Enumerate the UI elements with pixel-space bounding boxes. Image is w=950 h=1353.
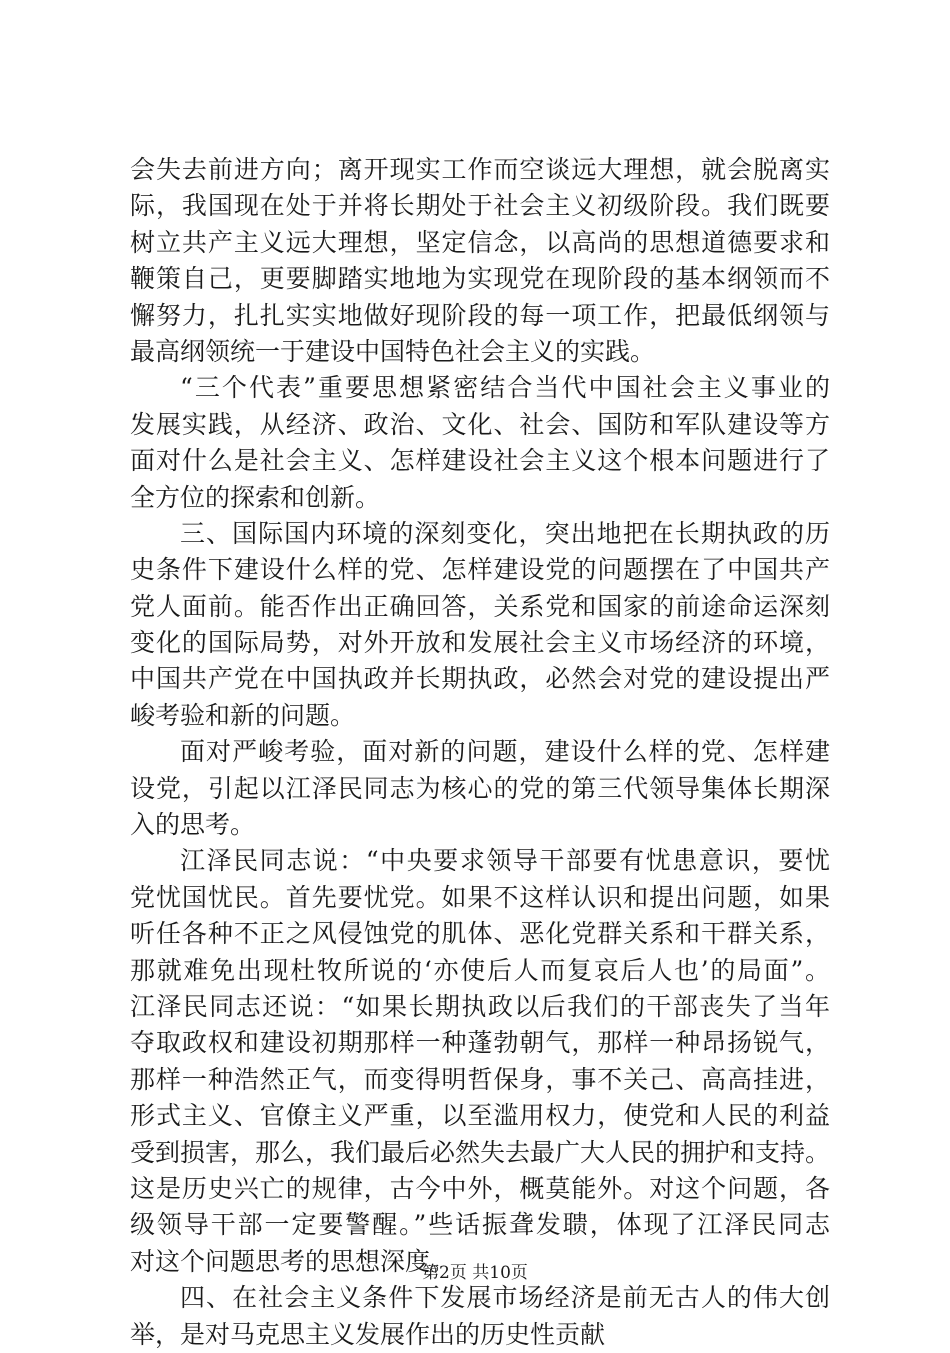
text-line: 那就难免出现杜牧所说的‘亦使后人而复哀后人也’的局面”。 — [130, 955, 830, 985]
text-line: 江泽民同志说：“中央要求领导干部要有忧患意识，要忧 — [180, 846, 830, 876]
text-line: “三个代表”重要思想紧密结合当代中国社会主义事业的 — [180, 373, 830, 403]
text-line: 史条件下建设什么样的党、怎样建设党的问题摆在了中国共产 — [130, 555, 830, 585]
text-line: 发展实践，从经济、政治、文化、社会、国防和军队建设等方 — [130, 409, 830, 439]
text-line: 中国共产党在中国执政并长期执政，必然会对党的建设提出严 — [130, 664, 830, 694]
text-line: 三、国际国内环境的深刻变化，突出地把在长期执政的历 — [180, 518, 830, 548]
text-line: 全方位的探索和创新。 — [130, 482, 381, 512]
text-line: 举，是对马克思主义发展作出的历史性贡献 — [130, 1319, 606, 1349]
text-line: 对这个问题思考的思想深度。 — [130, 1246, 456, 1276]
text-line: 面对什么是社会主义、怎样建设社会主义这个根本问题进行了 — [130, 446, 830, 476]
text-line: 那样一种浩然正气，而变得明哲保身，事不关己、高高挂进， — [130, 1064, 830, 1094]
text-line: 听任各种不正之风侵蚀党的肌体、恶化党群关系和干群关系， — [130, 919, 830, 949]
text-line: 党人面前。能否作出正确回答，关系党和国家的前途命运深刻 — [130, 591, 830, 621]
text-line: 树立共产主义远大理想，坚定信念，以高尚的思想道德要求和 — [130, 227, 830, 257]
body-text — [130, 152, 830, 1353]
text-line: 鞭策自己，更要脚踏实地地为实现党在现阶段的基本纲领而不 — [130, 264, 830, 294]
page-number-footer: 第2页 共10页 — [422, 1263, 528, 1283]
text-line: 峻考验和新的问题。 — [130, 700, 356, 730]
text-line: 懈努力，扎扎实实地做好现阶段的每一项工作，把最低纲领与 — [130, 300, 830, 330]
text-line: 际，我国现在处于并将长期处于社会主义初级阶段。我们既要 — [130, 191, 830, 221]
text-line: 面对严峻考验，面对新的问题，建设什么样的党、怎样建 — [180, 737, 830, 767]
text-line: 级领导干部一定要警醒。”些话振聋发聩，体现了江泽民同志 — [130, 1210, 830, 1240]
text-line: 这是历史兴亡的规律，古今中外，概莫能外。对这个问题，各 — [130, 1173, 830, 1203]
text-line: 夺取政权和建设初期那样一种蓬勃朝气，那样一种昂扬锐气， — [130, 1028, 830, 1058]
text-line: 形式主义、官僚主义严重，以至滥用权力，使党和人民的利益 — [130, 1101, 830, 1131]
text-line: 变化的国际局势，对外开放和发展社会主义市场经济的环境， — [130, 628, 830, 658]
text-line: 江泽民同志还说：“如果长期执政以后我们的干部丧失了当年 — [130, 991, 830, 1021]
text-line: 党忧国忧民。首先要忧党。如果不这样认识和提出问题，如果 — [130, 882, 830, 912]
text-line: 设党，引起以江泽民同志为核心的党的第三代领导集体长期深 — [130, 773, 830, 803]
text-line: 最高纲领统一于建设中国特色社会主义的实践。 — [130, 336, 656, 366]
text-line: 四、在社会主义条件下发展市场经济是前无古人的伟大创 — [180, 1283, 830, 1313]
text-line: 受到损害，那么，我们最后必然失去最广大人民的拥护和支持。 — [130, 1137, 831, 1167]
text-line: 入的思考。 — [130, 810, 256, 840]
text-line: 会失去前进方向；离开现实工作而空谈远大理想，就会脱离实 — [130, 155, 830, 184]
